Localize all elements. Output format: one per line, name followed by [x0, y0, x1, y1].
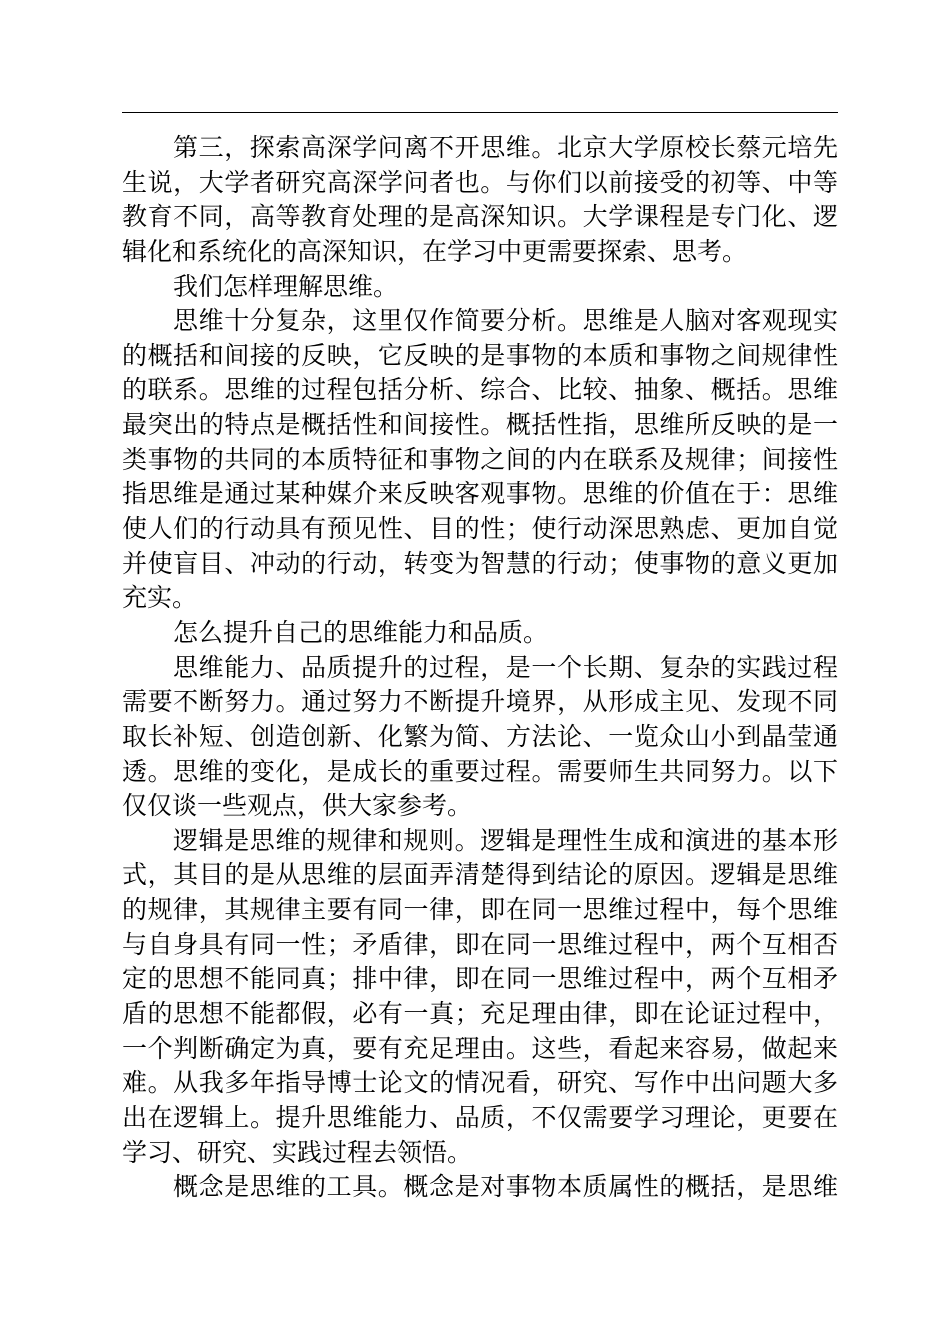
text-line: 第三，探索高深学问离不开思维。北京大学原校长蔡元培先	[173, 133, 838, 162]
text-line: 生说，大学者研究高深学问者也。与你们以前接受的初等、中等	[122, 167, 838, 197]
document-body	[122, 131, 838, 1205]
text-line: 的联系。思维的过程包括分析、综合、比较、抽象、概括。思维	[122, 375, 838, 405]
text-line: 并使盲目、冲动的行动，转变为智慧的行动；使事物的意义更加	[122, 548, 838, 578]
text-line: 的规律，其规律主要有同一律，即在同一思维过程中，每个思维	[122, 895, 838, 925]
text-line: 逻辑是思维的规律和规则。逻辑是理性生成和演进的基本形	[173, 825, 838, 855]
text-line: 盾的思想不能都假，必有一真；充足理由律，即在论证过程中，	[122, 999, 838, 1029]
paragraph-concept	[122, 1170, 838, 1205]
text-line: 定的思想不能同真；排中律，即在同一思维过程中，两个互相矛	[122, 964, 838, 994]
text-line: 类事物的共同的本质特征和事物之间的内在联系及规律；间接性	[122, 444, 838, 474]
paragraph-heading-improve	[122, 616, 838, 651]
text-line: 最突出的特点是概括性和间接性。概括性指，思维所反映的是一	[122, 410, 838, 440]
text-line: 一个判断确定为真，要有充足理由。这些，看起来容易，做起来	[122, 1033, 838, 1063]
text-line: 怎么提升自己的思维能力和品质。	[173, 617, 549, 647]
text-line: 需要不断努力。通过努力不断提升境界，从形成主见、发现不同	[122, 687, 838, 717]
paragraph-improvement-process	[122, 651, 838, 824]
text-line: 我们怎样理解思维。	[173, 271, 399, 301]
text-line: 概念是思维的工具。概念是对事物本质属性的概括，是思维	[173, 1172, 838, 1202]
paragraph-logic	[122, 824, 838, 1170]
text-line: 学习、研究、实践过程去领悟。	[122, 1137, 473, 1167]
text-line: 指思维是通过某种媒介来反映客观事物。思维的价值在于：思维	[122, 479, 838, 509]
text-line: 辑化和系统化的高深知识，在学习中更需要探索、思考。	[122, 236, 748, 266]
paragraph-exploring-knowledge	[122, 131, 838, 270]
header-rule	[122, 112, 838, 113]
paragraph-thinking-analysis	[122, 304, 838, 616]
text-line: 思维能力、品质提升的过程，是一个长期、复杂的实践过程	[173, 652, 838, 682]
text-line: 与自身具有同一性；矛盾律，即在同一思维过程中，两个互相否	[122, 929, 838, 959]
text-line: 的概括和间接的反映，它反映的是事物的本质和事物之间规律性	[122, 340, 838, 370]
text-line: 难。从我多年指导博士论文的情况看，研究、写作中出问题大多	[122, 1068, 838, 1098]
text-line: 出在逻辑上。提升思维能力、品质，不仅需要学习理论，更要在	[122, 1102, 838, 1132]
text-line: 思维十分复杂，这里仅作简要分析。思维是人脑对客观现实	[173, 306, 838, 336]
text-line: 仅仅谈一些观点，供大家参考。	[122, 791, 473, 821]
text-line: 充实。	[122, 583, 198, 613]
text-line: 取长补短、创造创新、化繁为简、方法论、一览众山小到晶莹通	[122, 721, 838, 751]
text-line: 教育不同，高等教育处理的是高深知识。大学课程是专门化、逻	[122, 202, 838, 232]
text-line: 使人们的行动具有预见性、目的性；使行动深思熟虑、更加自觉	[122, 514, 838, 544]
paragraph-heading-understanding	[122, 270, 838, 305]
text-line: 透。思维的变化，是成长的重要过程。需要师生共同努力。以下	[122, 756, 838, 786]
text-line: 式，其目的是从思维的层面弄清楚得到结论的原因。逻辑是思维	[122, 860, 838, 890]
